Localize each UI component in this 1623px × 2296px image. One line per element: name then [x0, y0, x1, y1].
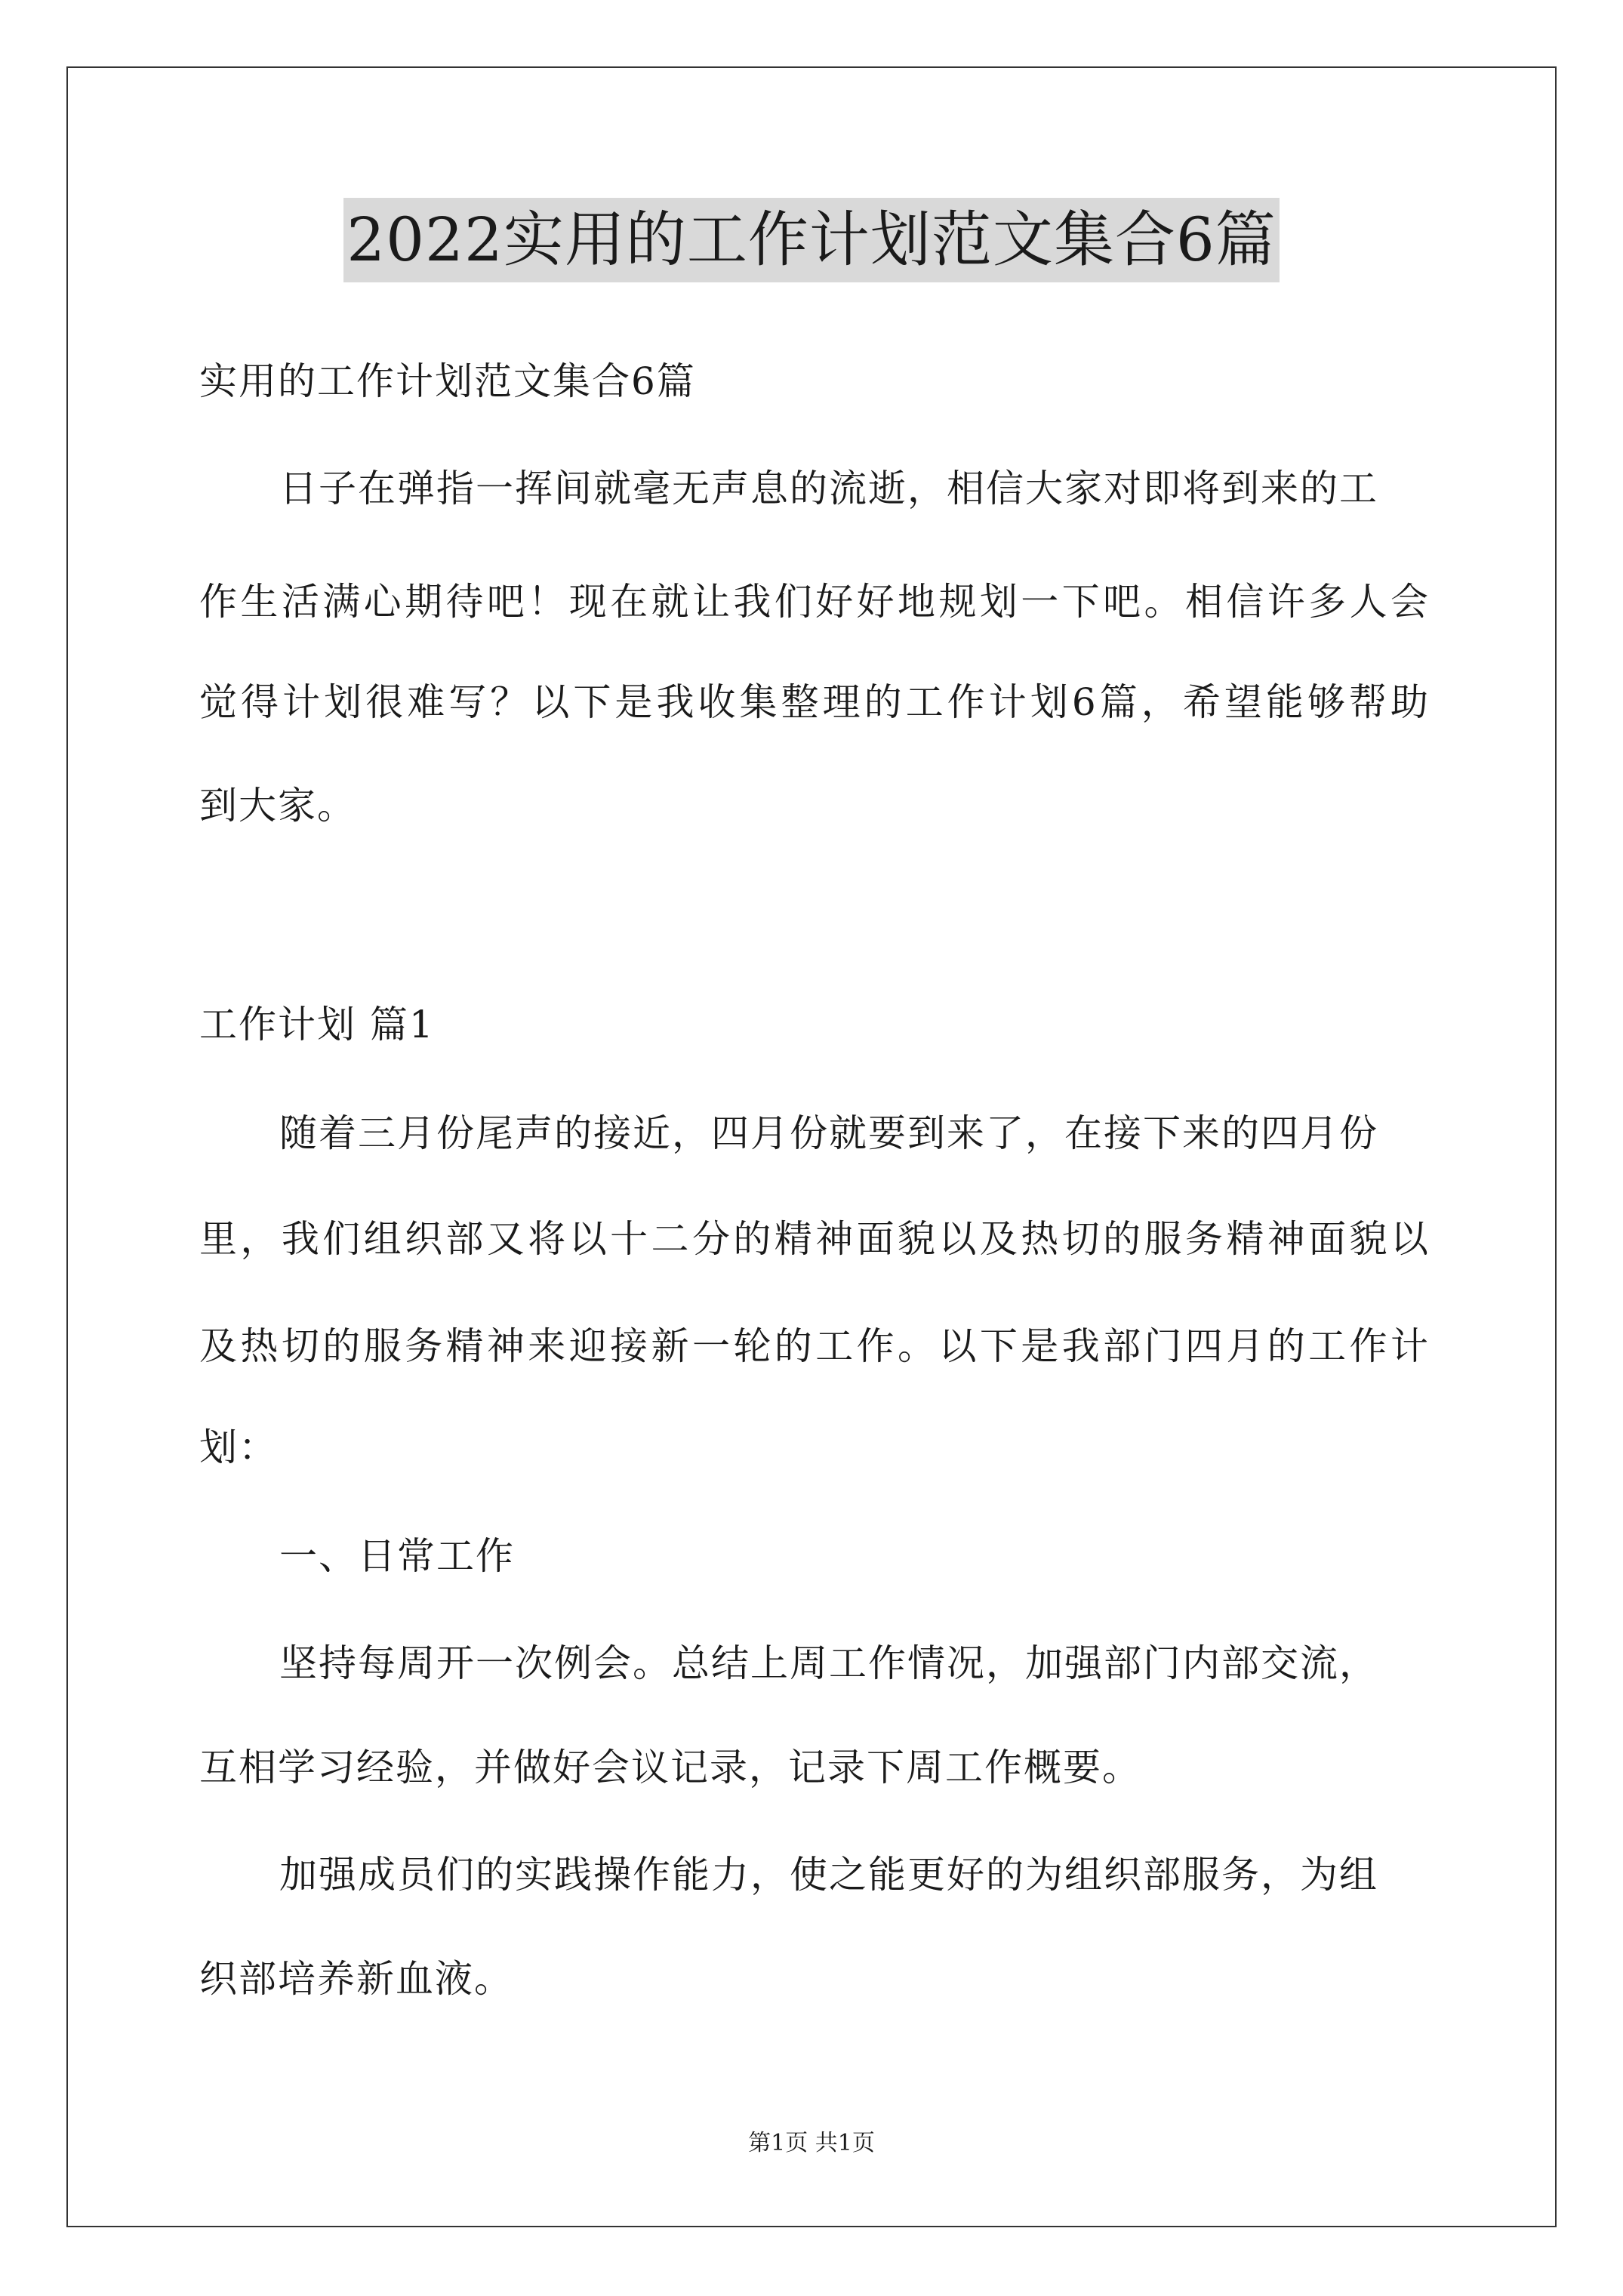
- title-wrap: [0, 198, 1623, 282]
- paragraph-line: 划：: [199, 1425, 278, 1469]
- paragraph-line: 随着三月份尾声的接近，四月份就要到来了，在接下来的四月份: [279, 1111, 1378, 1155]
- document-title: 2022实用的工作计划范文集合6篇: [343, 198, 1280, 282]
- page-footer: 第1页 共1页: [748, 2130, 875, 2156]
- document-subtitle: 实用的工作计划范文集合6篇: [199, 359, 696, 403]
- paragraph-line: 及热切的服务精神来迎接新一轮的工作。以下是我部门四月的工作计: [199, 1324, 1430, 1368]
- paragraph-line: 互相学习经验，并做好会议记录，记录下周工作概要。: [199, 1746, 1141, 1789]
- paragraph-line: 坚持每周开一次例会。总结上周工作情况，加强部门内部交流，: [279, 1641, 1378, 1685]
- paragraph-line: 日子在弹指一挥间就毫无声息的流逝，相信大家对即将到来的工: [279, 467, 1378, 510]
- section-heading: 工作计划 篇1: [199, 1003, 435, 1046]
- paragraph-line: 作生活满心期待吧！现在就让我们好好地规划一下吧。相信许多人会: [199, 580, 1430, 624]
- paragraph-line: 到大家。: [199, 784, 356, 827]
- subheading: 一、日常工作: [279, 1534, 515, 1578]
- paragraph-line: 加强成员们的实践操作能力，使之能更好的为组织部服务，为组: [279, 1853, 1378, 1897]
- paragraph-line: 里，我们组织部又将以十二分的精神面貌以及热切的服务精神面貌以: [199, 1217, 1430, 1261]
- paragraph-line: 织部培养新血液。: [199, 1957, 513, 2001]
- paragraph-line: 觉得计划很难写？以下是我收集整理的工作计划6篇，希望能够帮助: [199, 680, 1430, 724]
